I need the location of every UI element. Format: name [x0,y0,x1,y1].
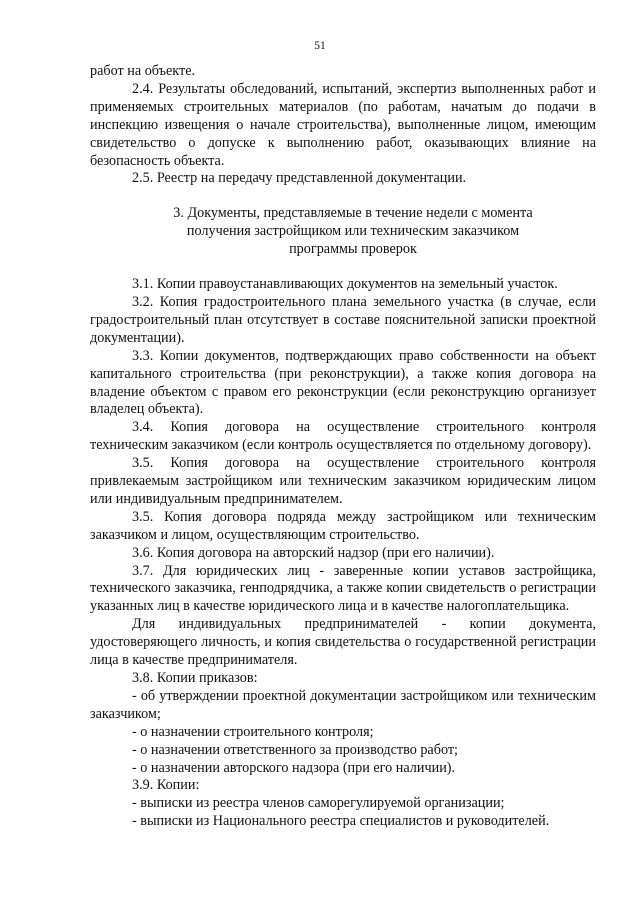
list-item-sro-registry: - выписки из реестра членов саморегулируемой организации; [132,795,505,812]
paragraph-3-5a: 3.5. Копия договора на осуществление строительного контроля привлекаемым застройщиком или техническим заказчиком юридическим лицом или индивидуальным предпринимателем. [90,455,596,507]
paragraph-3-1: 3.1. Копии правоустанавливающих документов на земельный участок. [132,276,558,293]
paragraph-3-2: 3.2. Копия градостроительного плана земельного участка (в случае, если градостроительный план отсутствует в составе пояснительной записки проектной документации). [90,293,596,346]
section-3-heading [90,205,596,259]
page-number: 51 [314,40,326,52]
paragraph-3-4: 3.4. Копия договора на осуществление строительного контроля техническим заказчиком (если контроль осуществляется по отдельному договору). [90,419,596,454]
heading-line-1: 3. Документы, представляемые в течение недели с момента [173,205,533,222]
paragraph-continuation: работ на объекте. [90,63,196,79]
heading-line-2: получения застройщиком или техническим заказчиком [186,223,520,240]
paragraph-3-5b: 3.5. Копия договора подряда между застройщиком или техническим заказчиком и лицом, осуществляющим строительство. [90,508,596,543]
list-item-approval-order: - об утверждении проектной документации застройщиком или техническим заказчиком; [90,687,596,722]
list-item-author-supervision: - о назначении авторского надзора (при его наличии). [132,759,456,776]
paragraph-3-8: 3.8. Копии приказов: [132,670,258,686]
paragraph-3-9: 3.9. Копии: [132,777,200,794]
paragraph-entrepreneurs: Для индивидуальных предпринимателей - копии документа, удостоверяющего личность, и копия свидетельства о государственной регистрации лица в качестве предпринимателя. [90,616,596,669]
paragraph-3-3: 3.3. Копии документов, подтверждающих право собственности на объект капитального строительства (при реконструкции), а также копия договора на владение объектом с правом его реконструкции (если реконструкцию организует владелец объекта). [90,347,596,418]
list-item-national-registry: - выписки из Национального реестра специалистов и руководителей. [132,813,550,830]
list-item-construction-control: - о назначении строительного контроля; [132,723,374,740]
document-body [90,63,596,831]
paragraph-2-5: 2.5. Реестр на передачу представленной документации. [132,170,467,187]
heading-line-3: программы проверок [289,241,417,258]
paragraph-2-4: 2.4. Результаты обследований, испытаний, экспертиз выполненных работ и применяемых строительных материалов (по работам, начатым до подачи в инспекцию извещения о начале строительства), выполненные лицом, имеющим свидетельство о допуске к выполнению работ, оказывающих влияние на безопасность объекта. [90,80,596,169]
paragraph-3-7: 3.7. Для юридических лиц - заверенные копии уставов застройщика, технического заказчика, генподрядчика, а также копии свидетельств о регистрации указанных лиц в качестве юридического лица и в качестве налогоплательщика. [90,562,596,615]
list-item-responsible-person: - о назначении ответственного за производство работ; [132,741,458,758]
paragraph-3-6: 3.6. Копия договора на авторский надзор (при его наличии). [132,544,495,561]
